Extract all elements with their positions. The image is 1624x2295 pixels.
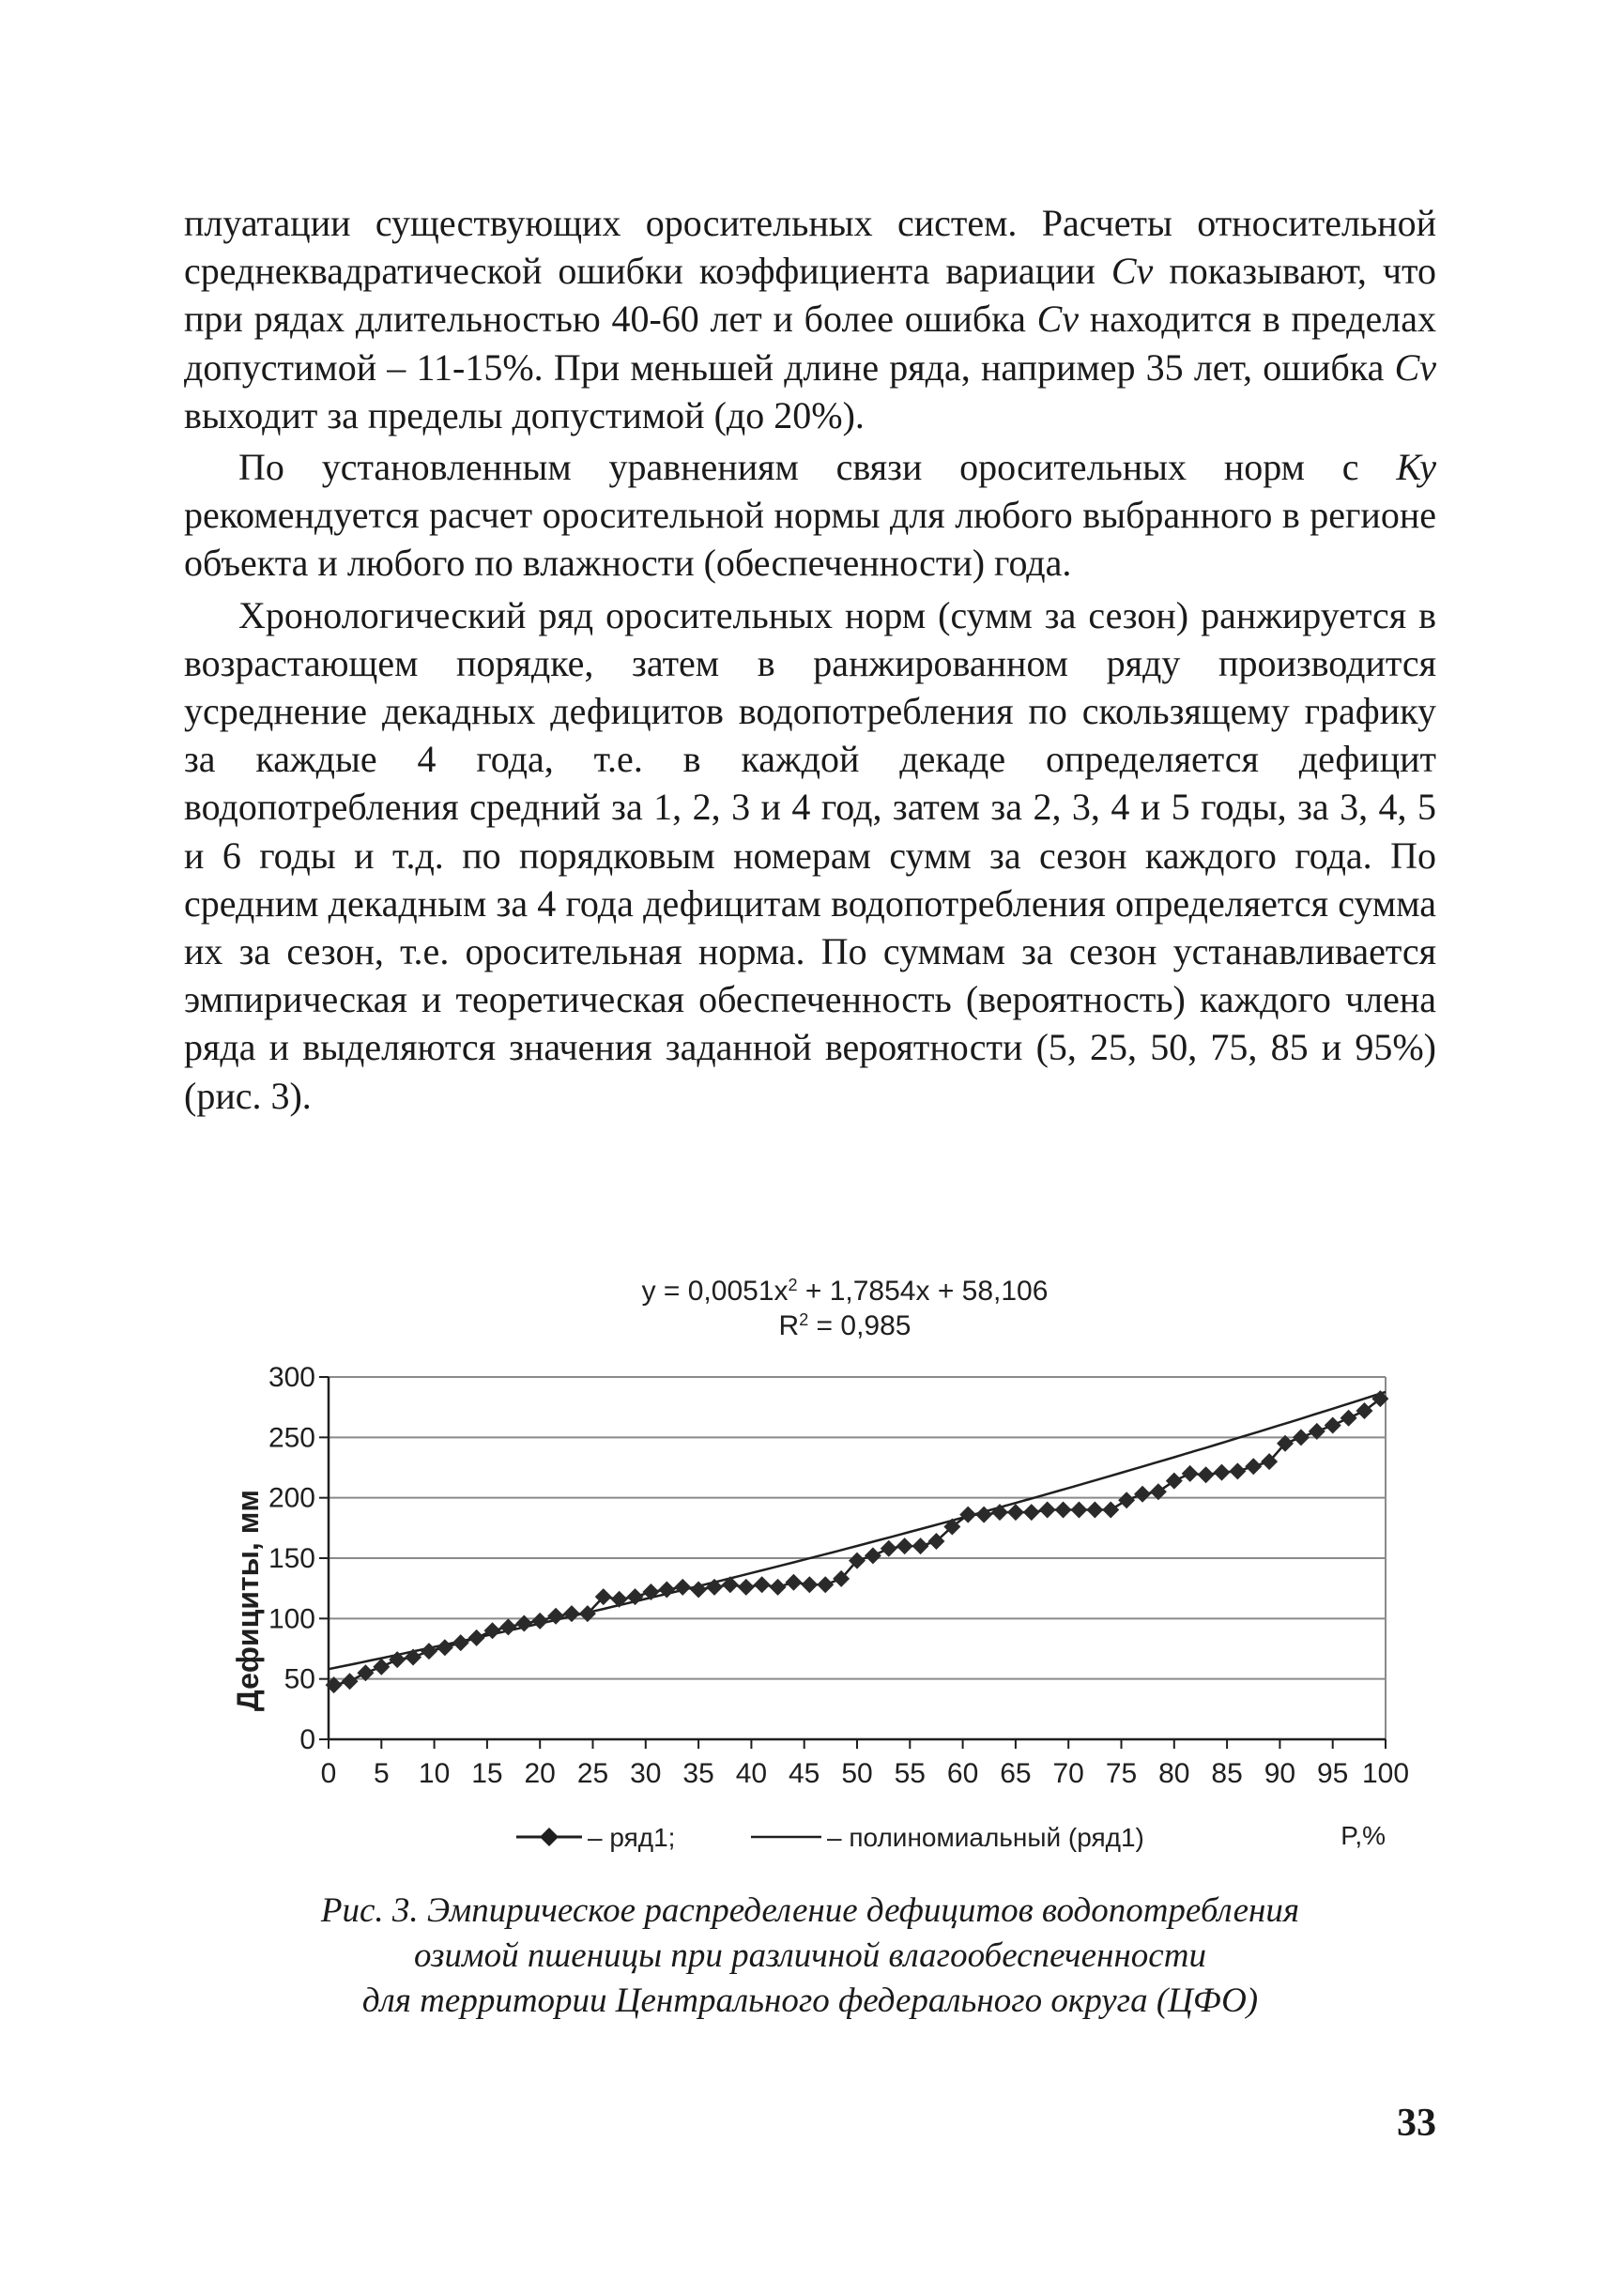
data-point [1039,1502,1056,1519]
data-point [1070,1502,1087,1519]
x-tick-label: 30 [630,1758,662,1789]
x-tick-label: 100 [1361,1758,1410,1789]
data-point [437,1639,453,1656]
data-point [770,1579,787,1596]
x-tick-label: 65 [1000,1758,1032,1789]
caption-line-3: для территории Центрального федерального округа (ЦФО) [361,1981,1259,2020]
data-point [1198,1466,1215,1483]
x-tick-label: 50 [841,1758,873,1789]
data-point [912,1538,929,1554]
legend-label-polynomial: – полиномиальный (ряд1) [827,1823,1144,1852]
data-point [531,1613,548,1629]
data-point [801,1576,818,1593]
cv-symbol: Cv [1394,345,1436,389]
paragraph-2-part-2: рекомендуется расчет оросительной нормы для любого выбранного в регионе объекта и любого по влажности (обеспеченности) года. [184,494,1436,585]
data-point [738,1579,755,1596]
paragraph-3: Хронологический ряд оросительных норм (сумм за сезон) ранжируется в возрастающем порядке, затем в ранжированном ряду производится усреднение декадных дефицитов водопотребления по скользящему графику за каждые 4 года, т.е. в каждой декаде определяется дефицит водопотребления средний за 1, 2, 3 и 4 год, затем за 2, 3, 4 и 5 годы, за 3, 4, 5 и 6 годы и т.д. по порядковым номерам сумм за сезон каждого года. По средним декадным за 4 года дефицитам водопотребления определяется сумма их за сезон, т.е. оросительная норма. По суммам за сезон устанавливается эмпирическая и теоретическая обеспеченность (вероятность) каждого члена ряда и выделяются значения заданной вероятности (5, 25, 50, 75, 85 и 95%) (рис. 3). [184,593,1436,1117]
data-point [1245,1458,1262,1475]
x-tick-label: 70 [1052,1758,1084,1789]
x-tick-label: 35 [682,1758,714,1789]
data-point [563,1605,580,1622]
x-tick-label: 55 [894,1758,926,1789]
data-point [611,1591,628,1608]
x-tick-label: 75 [1105,1758,1138,1789]
x-tick-label: 5 [373,1758,390,1789]
data-point [674,1579,691,1596]
paragraph-1-part-1: плуатации существующих оросительных систем. Расчеты относительной среднеквадратической ошибки коэффициента вариации [184,202,1436,293]
x-tick-labels [321,1758,1409,1789]
data-point [896,1538,913,1554]
r-squared: $R^2 = 0,985$ [778,1310,912,1341]
x-tick-label: 10 [418,1758,451,1789]
data-point [1213,1464,1230,1481]
data-point [1102,1502,1119,1519]
y-tick-label: 250 [268,1422,315,1454]
data-point [1325,1416,1341,1433]
x-tick-label: 15 [471,1758,503,1789]
x-tick-label: 20 [524,1758,556,1789]
legend-label-ryad1: – ряд1; [588,1823,676,1852]
data-point [1007,1504,1024,1521]
x-tick-label: 60 [946,1758,979,1789]
caption-line-2: озимой пшеницы при различной влагообеспеченности [414,1936,1206,1975]
data-point [1182,1465,1199,1482]
y-tick-label: 50 [283,1663,315,1695]
paragraph-1 [184,199,1436,439]
data-point [1055,1502,1072,1519]
x-tick-label: 85 [1211,1758,1243,1789]
figure-caption [184,1889,1436,2024]
regression-equation: $y = 0,0051x^2 + 1,7854x + 58,106$ [641,1276,1049,1307]
y-tick-label: 100 [268,1603,315,1635]
x-tick-label: 95 [1317,1758,1349,1789]
series-ryad1 [326,1390,1389,1693]
x-axis-label: P,% [1341,1821,1386,1850]
y-tick-label: 0 [299,1724,315,1755]
x-tick-label: 45 [789,1758,820,1789]
data-point [975,1507,992,1523]
ky-symbol: Ку [1396,446,1436,489]
paragraph-1-part-3: находится в пределах допустимой – 11-15%. При меньшей длине ряда, например 35 лет, ошибка [184,298,1437,389]
x-tick-label: 0 [320,1758,337,1789]
cv-symbol: Cv [1111,250,1154,293]
data-point [785,1574,802,1591]
data-point [342,1673,359,1690]
x-tick-label: 80 [1158,1758,1190,1789]
page-number: 33 [1397,2102,1436,2145]
data-point [373,1659,390,1675]
data-point [1023,1504,1040,1521]
paragraph-1-part-2: показывают, что при рядах длительностью 40-60 лет и более ошибка [184,250,1436,341]
legend-diamond-icon [540,1828,559,1846]
x-tick-label: 40 [735,1758,768,1789]
data-point [468,1629,485,1646]
data-point [421,1643,437,1660]
paragraph-2 [184,443,1436,588]
caption-line-1: Рис. 3. Эмпирическое распределение дефицитов водопотребления [320,1891,1300,1930]
paragraph-1-part-4: выходит за пределы допустимой (до 20%). [184,393,865,436]
data-point [452,1634,469,1651]
chart-svg [216,1262,1436,1873]
data-point [817,1576,834,1593]
data-point [1134,1486,1151,1503]
data-point [1341,1410,1357,1427]
y-tick-label: 200 [268,1482,315,1514]
data-point [754,1576,771,1593]
data-point [865,1547,881,1564]
data-point [1229,1462,1246,1479]
body-text [184,199,1436,1120]
cv-symbol: Cv [1036,298,1080,341]
y-tick-labels [268,1362,315,1755]
data-point [1086,1502,1103,1519]
x-tick-label: 90 [1264,1758,1296,1789]
y-tick-label: 300 [268,1362,315,1393]
data-point [1293,1429,1310,1446]
x-tick-label: 25 [576,1758,609,1789]
y-axis-label: Дефициты, мм [231,1489,265,1712]
figure-3-chart [216,1262,1436,1873]
y-tick-label: 150 [268,1543,315,1574]
legend [516,1823,1144,1852]
data-point [881,1540,897,1557]
data-point [1166,1473,1183,1490]
data-point [1118,1492,1135,1508]
paragraph-2-part-1: По установленным уравнениям связи оросительных норм с [238,446,1397,489]
